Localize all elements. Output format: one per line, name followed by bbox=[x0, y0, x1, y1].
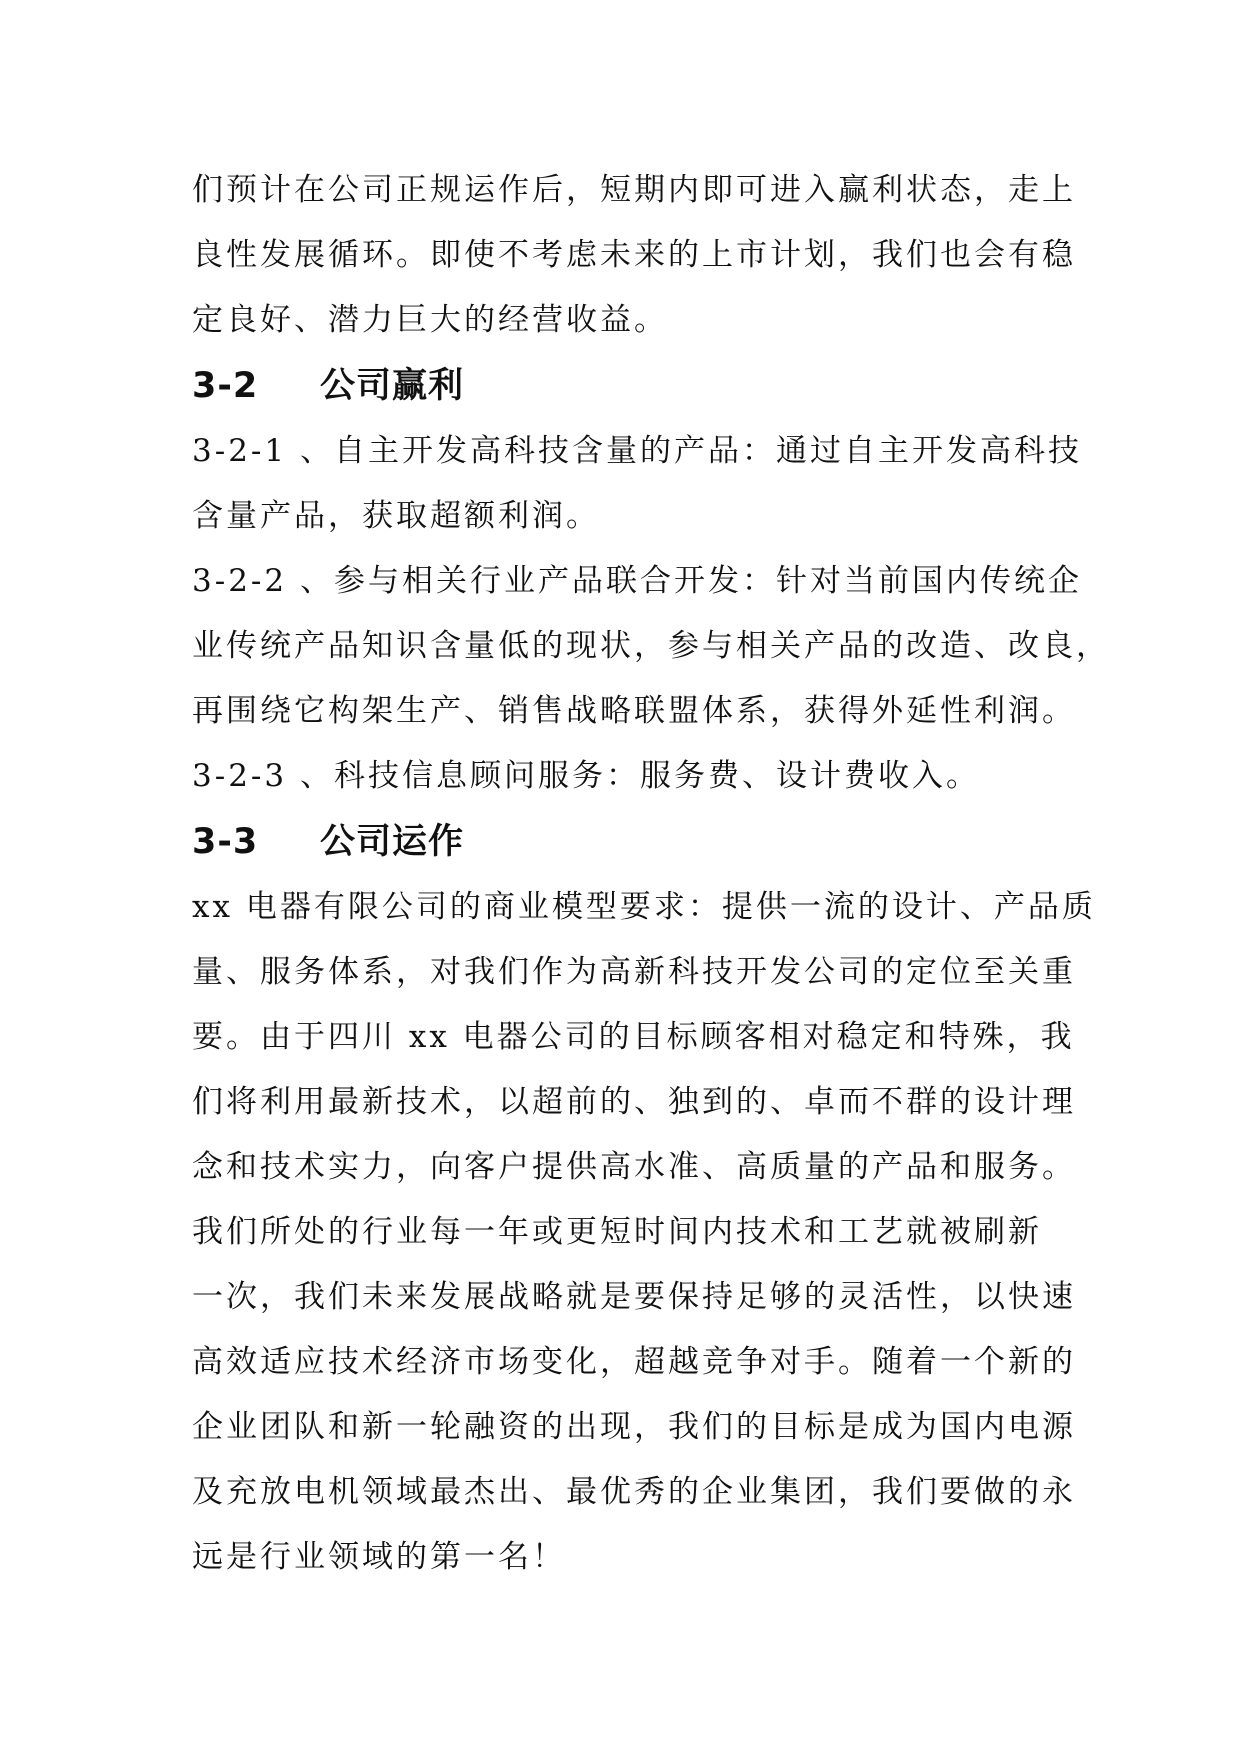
text-line: 们预计在公司正规运作后，短期内即可进入赢利状态，走上 bbox=[192, 172, 1076, 208]
operation-paragraph-1 bbox=[192, 875, 1096, 1200]
text-line: 含量产品，获取超额利润。 bbox=[192, 498, 600, 534]
text-line: 企业团队和新一轮融资的出现，我们的目标是成为国内电源 bbox=[192, 1409, 1076, 1445]
text-line: 再围绕它构架生产、销售战略联盟体系，获得外延性利润。 bbox=[192, 693, 1076, 729]
list-item-3-2-3 bbox=[192, 744, 1056, 809]
section-heading-3-2 bbox=[192, 353, 1056, 419]
intro-paragraph bbox=[192, 158, 1076, 353]
text-line: 业传统产品知识含量低的现状，参与相关产品的改造、改良， bbox=[192, 628, 1110, 664]
text-line: xx 电器有限公司的商业模型要求：提供一流的设计、产品质 bbox=[192, 889, 1096, 925]
list-item-3-2-2 bbox=[192, 549, 1110, 744]
text-line: 念和技术实力，向客户提供高水准、高质量的产品和服务。 bbox=[192, 1149, 1076, 1185]
document-page bbox=[192, 158, 1110, 1590]
text-line: 一次，我们未来发展战略就是要保持足够的灵活性，以快速 bbox=[192, 1279, 1076, 1315]
operation-paragraph-2 bbox=[192, 1200, 1076, 1590]
text-line: 我们所处的行业每一年或更短时间内技术和工艺就被刷新 bbox=[192, 1214, 1042, 1250]
text-line: 定良好、潜力巨大的经营收益。 bbox=[192, 302, 668, 338]
text-line: 3-2-3 、科技信息顾问服务：服务费、设计费收入。 bbox=[192, 758, 980, 794]
text-line: 们将利用最新技术，以超前的、独到的、卓而不群的设计理 bbox=[192, 1084, 1076, 1120]
text-line: 量、服务体系，对我们作为高新科技开发公司的定位至关重 bbox=[192, 954, 1076, 990]
text-line: 要。由于四川 xx 电器公司的目标顾客相对稳定和特殊，我 bbox=[192, 1019, 1075, 1055]
section-title: 公司运作 bbox=[320, 822, 465, 862]
section-heading-3-3 bbox=[192, 809, 1056, 875]
text-line: 高效适应技术经济市场变化，超越竞争对手。随着一个新的 bbox=[192, 1344, 1076, 1380]
section-title: 公司赢利 bbox=[320, 366, 465, 406]
section-number: 3-2 bbox=[192, 366, 259, 406]
text-line: 3-2-2 、参与相关行业产品联合开发：针对当前国内传统企 bbox=[192, 563, 1082, 599]
list-item-3-2-1 bbox=[192, 419, 1082, 549]
text-line: 及充放电机领域最杰出、最优秀的企业集团，我们要做的永 bbox=[192, 1474, 1076, 1510]
text-line: 良性发展循环。即使不考虑未来的上市计划，我们也会有稳 bbox=[192, 237, 1076, 273]
section-number: 3-3 bbox=[192, 822, 259, 862]
text-line: 远是行业领域的第一名！ bbox=[192, 1539, 566, 1575]
text-line: 3-2-1 、自主开发高科技含量的产品：通过自主开发高科技 bbox=[192, 433, 1082, 469]
